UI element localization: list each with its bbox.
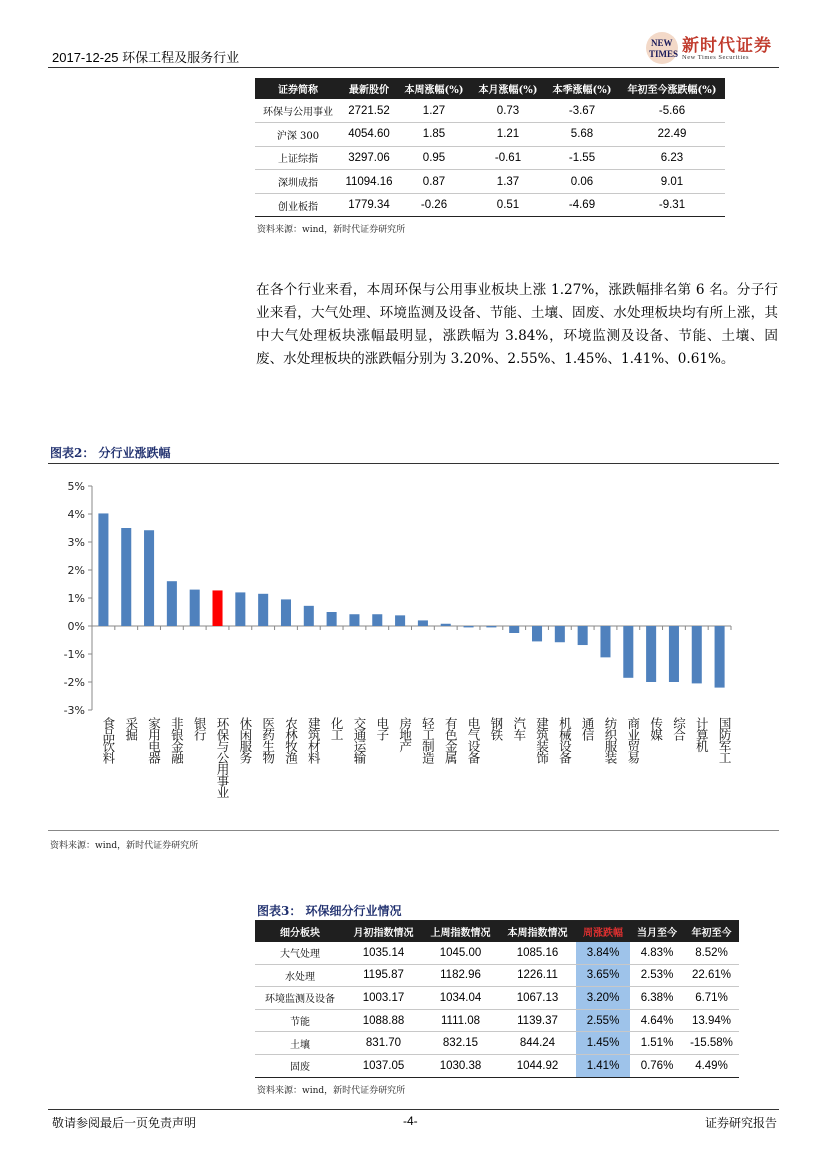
table-row <box>255 193 725 217</box>
y-tick-label: -1% <box>63 648 85 661</box>
table-cell: 水处理 <box>255 964 345 987</box>
table-header-cell-highlight: 周涨跌幅 <box>576 921 630 942</box>
table-cell-highlight: 3.20% <box>576 987 630 1010</box>
bar <box>578 626 588 645</box>
table-row <box>255 964 739 987</box>
logo-mark-top: NEW <box>651 38 673 48</box>
bar <box>464 626 474 627</box>
table-row <box>255 987 739 1010</box>
table-cell: 1045.00 <box>422 942 499 965</box>
table-row <box>255 1032 739 1055</box>
table-cell: 沪深 300 <box>255 123 341 147</box>
bar <box>167 581 177 626</box>
x-tick-label: 建筑材料 <box>306 717 322 763</box>
y-tick-label: 1% <box>67 592 85 605</box>
table-cell-highlight: 3.84% <box>576 942 630 965</box>
table-cell: -1.55 <box>545 146 619 170</box>
table-row <box>255 1009 739 1032</box>
table-cell: -0.26 <box>397 193 471 217</box>
table-cell: 固废 <box>255 1054 345 1077</box>
bar <box>600 626 610 657</box>
table-row <box>255 170 725 194</box>
table-row <box>255 123 725 147</box>
table-cell-highlight: 3.65% <box>576 964 630 987</box>
x-tick-label: 汽车 <box>511 717 527 740</box>
x-tick-label: 食品饮料 <box>100 717 116 763</box>
bar <box>235 592 245 626</box>
x-tick-label: 建筑装饰 <box>534 717 550 763</box>
table-cell: 6.23 <box>619 146 725 170</box>
bar <box>555 626 565 642</box>
table-cell: 土壤 <box>255 1032 345 1055</box>
bar <box>692 626 702 683</box>
table-cell: 创业板指 <box>255 193 341 217</box>
table-cell: -15.58% <box>684 1032 739 1055</box>
table-cell: 22.49 <box>619 123 725 147</box>
table-row <box>255 1054 739 1077</box>
table-row <box>255 942 739 965</box>
table-cell: 上证综指 <box>255 146 341 170</box>
logo-emblem-icon <box>646 32 678 64</box>
table-cell: 1085.16 <box>499 942 576 965</box>
table-cell: 1182.96 <box>422 964 499 987</box>
x-tick-label: 综合 <box>671 717 687 740</box>
x-tick-label: 交通运输 <box>351 717 367 763</box>
bar-highlight <box>212 590 222 626</box>
table-header-row <box>255 78 725 99</box>
bar <box>304 606 314 626</box>
x-tick-label: 钢铁 <box>488 717 504 740</box>
bar <box>258 594 268 626</box>
table-cell: 1.27 <box>397 99 471 123</box>
bar <box>441 624 451 626</box>
table-cell: 832.15 <box>422 1032 499 1055</box>
logo-english-name: New Times Securities <box>682 54 750 61</box>
y-tick-label: 0% <box>67 620 85 633</box>
table-cell: 深圳成指 <box>255 170 341 194</box>
table-cell: 1111.08 <box>422 1009 499 1032</box>
table-cell: 6.71% <box>684 987 739 1010</box>
bar <box>98 513 108 626</box>
table-header-row <box>255 921 739 942</box>
bar <box>669 626 679 682</box>
figure3-source: 资料来源：wind，新时代证券研究所 <box>257 1086 406 1096</box>
table-cell: 844.24 <box>499 1032 576 1055</box>
table-cell-highlight: 1.45% <box>576 1032 630 1055</box>
x-tick-label: 电气设备 <box>466 717 482 763</box>
x-tick-label: 国防军工 <box>717 717 733 763</box>
table-cell: 1139.37 <box>499 1009 576 1032</box>
table-cell: 3297.06 <box>341 146 397 170</box>
table-header-cell: 本周指数情况 <box>499 921 576 942</box>
bar <box>486 626 496 627</box>
table-cell: 大气处理 <box>255 942 345 965</box>
table-cell: 0.95 <box>397 146 471 170</box>
table1-source: 资料来源：wind，新时代证券研究所 <box>257 225 406 235</box>
bar <box>509 626 519 633</box>
table-cell: 13.94% <box>684 1009 739 1032</box>
table-header-cell: 最新股价 <box>341 78 397 99</box>
table-cell: 0.51 <box>471 193 545 217</box>
table-cell: 22.61% <box>684 964 739 987</box>
x-tick-label: 休闲服务 <box>237 717 253 763</box>
table-cell: 1779.34 <box>341 193 397 217</box>
table-cell: 1195.87 <box>345 964 422 987</box>
table-cell: 8.52% <box>684 942 739 965</box>
x-tick-label: 农林牧渔 <box>283 717 299 763</box>
table-cell: 1226.11 <box>499 964 576 987</box>
table-cell: 1037.05 <box>345 1054 422 1077</box>
footer-report-type: 证券研究报告 <box>704 1116 777 1130</box>
table-header-cell: 当月至今 <box>630 921 684 942</box>
page-header <box>48 28 779 68</box>
industry-change-bar-chart <box>48 470 779 825</box>
table-cell: 1003.17 <box>345 987 422 1010</box>
table-cell: 1.21 <box>471 123 545 147</box>
x-tick-label: 采掘 <box>123 717 139 740</box>
bar <box>532 626 542 641</box>
figure2-title: 图表2： 分行业涨跌幅 <box>50 446 171 460</box>
x-tick-label: 非银金融 <box>169 717 185 763</box>
table-header-cell: 上周指数情况 <box>422 921 499 942</box>
bar <box>395 615 405 626</box>
company-logo <box>644 30 779 66</box>
bar <box>623 626 633 678</box>
table-cell: 0.73 <box>471 99 545 123</box>
y-tick-label: -3% <box>63 704 85 717</box>
analysis-paragraph: 在各个行业来看，本周环保与公用事业板块上涨 1.27%，涨跌幅排名第 6 名。分子行业来看，大气处理、环境监测及设备、节能、土壤、固废、水处理板块均有所上涨，其中大气处理板块涨幅最明显，涨跌幅为 3.84%，环境监测及设备、节能、土壤、固废、水处理板块的涨跌幅分别为 3.20%、2.55%、1.45%、1.41%、0.61%。 <box>256 282 778 367</box>
x-tick-label: 商业贸易 <box>625 717 641 763</box>
figure2-top-rule <box>48 463 779 464</box>
x-tick-label: 电子 <box>374 717 390 740</box>
x-tick-label: 机械设备 <box>557 717 573 763</box>
table-cell: 1.51% <box>630 1032 684 1055</box>
logo-name: 新时代证券 <box>682 36 772 56</box>
table-cell: -3.67 <box>545 99 619 123</box>
table-cell: -0.61 <box>471 146 545 170</box>
y-tick-label: 3% <box>67 536 85 549</box>
table-cell: 11094.16 <box>341 170 397 194</box>
x-tick-label: 计算机 <box>694 717 710 752</box>
table-cell-highlight: 2.55% <box>576 1009 630 1032</box>
bar <box>715 626 725 688</box>
table-cell: 1.85 <box>397 123 471 147</box>
table-header-cell: 本月涨幅(%) <box>471 78 545 99</box>
table-cell: 4.83% <box>630 942 684 965</box>
table-cell: 1.37 <box>471 170 545 194</box>
y-tick-label: 2% <box>67 564 85 577</box>
table-cell: 环境监测及设备 <box>255 987 345 1010</box>
table-header-cell: 细分板块 <box>255 921 345 942</box>
y-tick-label: 5% <box>67 480 85 493</box>
bar <box>190 590 200 626</box>
table-header-cell: 本季涨幅(%) <box>545 78 619 99</box>
table-cell: -9.31 <box>619 193 725 217</box>
x-tick-label: 通信 <box>580 717 596 740</box>
table-cell: 环保与公用事业 <box>255 99 341 123</box>
table-cell: 4054.60 <box>341 123 397 147</box>
x-tick-label: 房地产 <box>397 717 413 752</box>
bar <box>372 614 382 626</box>
table-cell: 2.53% <box>630 964 684 987</box>
table-cell: 0.87 <box>397 170 471 194</box>
bar <box>349 614 359 626</box>
table-cell: 5.68 <box>545 123 619 147</box>
table-row <box>255 99 725 123</box>
table-cell: 1034.04 <box>422 987 499 1010</box>
x-tick-label: 家用电器 <box>146 717 162 763</box>
table-cell: 1035.14 <box>345 942 422 965</box>
y-tick-label: -2% <box>63 676 85 689</box>
footer-rule <box>48 1109 779 1110</box>
x-tick-label: 传媒 <box>648 717 664 740</box>
x-tick-label: 有色金属 <box>443 717 459 763</box>
table-cell: -4.69 <box>545 193 619 217</box>
table-cell: -5.66 <box>619 99 725 123</box>
table-cell: 4.49% <box>684 1054 739 1077</box>
table-cell: 1030.38 <box>422 1054 499 1077</box>
table-row <box>255 146 725 170</box>
x-tick-label: 化工 <box>329 717 345 740</box>
table-cell: 831.70 <box>345 1032 422 1055</box>
bar <box>281 599 291 626</box>
footer-page-number: -4- <box>403 1114 418 1128</box>
table-header-cell: 年初至今涨跌幅(%) <box>619 78 725 99</box>
table-header-cell: 年初至今 <box>684 921 739 942</box>
table-cell: 1044.92 <box>499 1054 576 1077</box>
bar <box>121 528 131 626</box>
table-header-cell: 本周涨幅(%) <box>397 78 471 99</box>
table-cell: 1088.88 <box>345 1009 422 1032</box>
table-cell: 0.76% <box>630 1054 684 1077</box>
bar <box>418 620 428 626</box>
x-tick-label: 环保与公用事业 <box>215 717 231 798</box>
header-date-sector: 2017-12-25 环保工程及服务行业 <box>52 50 240 65</box>
table-cell: 2721.52 <box>341 99 397 123</box>
table-cell: 9.01 <box>619 170 725 194</box>
figure3-title: 图表3： 环保细分行业情况 <box>257 904 402 918</box>
footer-disclaimer: 敬请参阅最后一页免责声明 <box>52 1116 197 1130</box>
table-cell: 4.64% <box>630 1009 684 1032</box>
x-tick-label: 轻工制造 <box>420 717 436 763</box>
x-tick-label: 医药生物 <box>260 717 276 763</box>
x-tick-label: 银行 <box>192 717 208 740</box>
table-cell: 6.38% <box>630 987 684 1010</box>
table-cell: 0.06 <box>545 170 619 194</box>
index-performance-table <box>255 78 725 217</box>
table-cell-highlight: 1.41% <box>576 1054 630 1077</box>
bar <box>646 626 656 682</box>
figure2-source: 资料来源：wind，新时代证券研究所 <box>50 841 199 851</box>
y-tick-label: 4% <box>67 508 85 521</box>
table-cell: 节能 <box>255 1009 345 1032</box>
x-tick-label: 纺织服装 <box>602 717 618 763</box>
table-header-cell: 证券简称 <box>255 78 341 99</box>
figure2-bottom-rule <box>48 830 779 831</box>
bar <box>327 612 337 626</box>
bar <box>144 530 154 626</box>
table-cell: 1067.13 <box>499 987 576 1010</box>
table-header-cell: 月初指数情况 <box>345 921 422 942</box>
environmental-subsector-table <box>255 920 739 1078</box>
logo-mark-bottom: TIMES <box>649 49 679 59</box>
